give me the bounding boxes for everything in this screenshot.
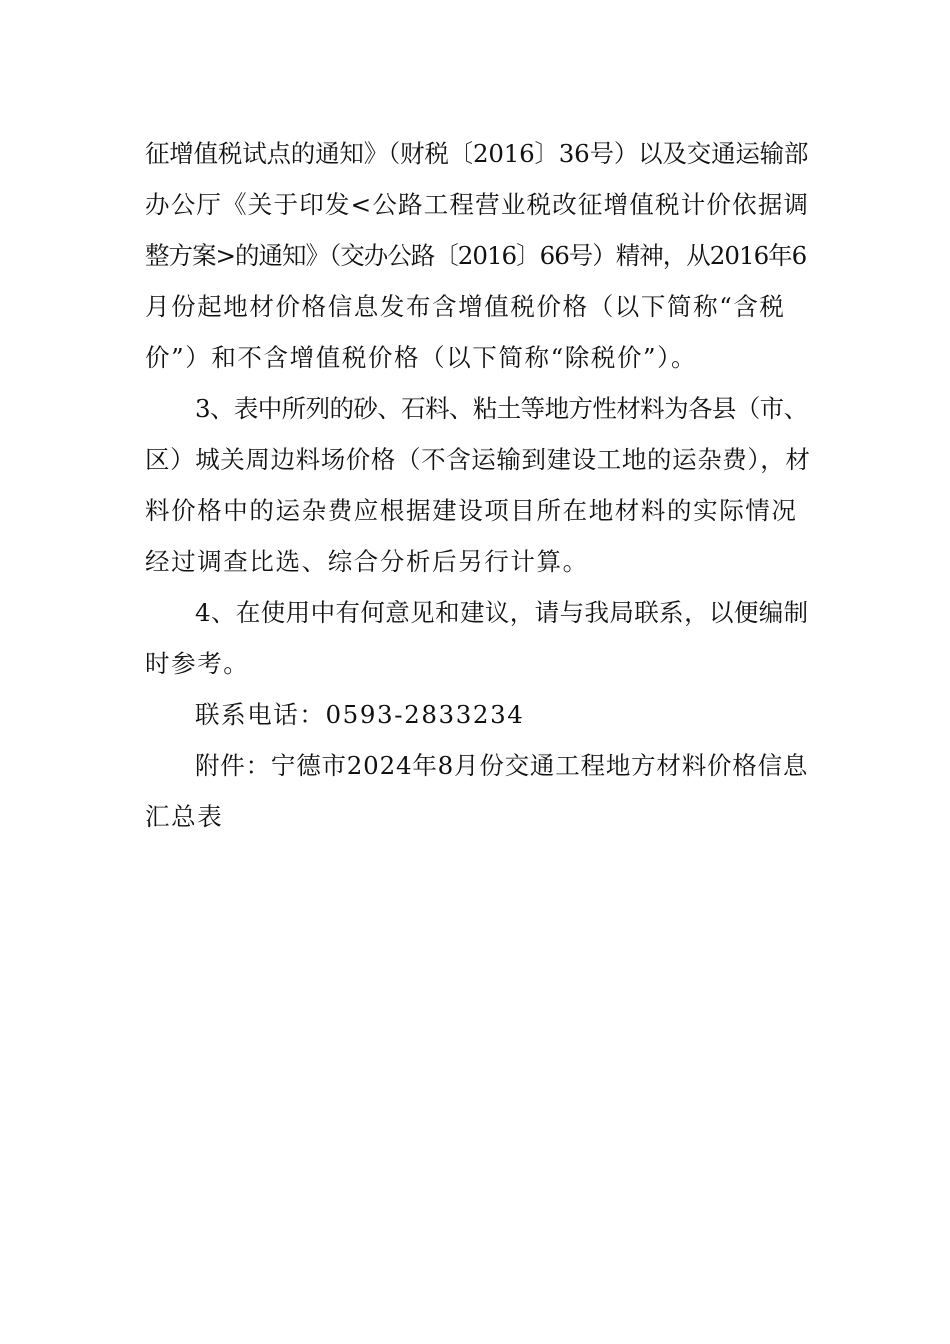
paragraph-line: 月份起地材价格信息发布含增值税价格（以下简称“含税: [145, 292, 786, 321]
item-3-line: 料价格中的运杂费应根据建设项目所在地材料的实际情况: [145, 496, 798, 525]
paragraph-line: 征增值税试点的通知》（财税〔2016〕36号）以及交通运输部: [145, 139, 809, 168]
attachment-line: 附件：宁德市2024年8月份交通工程地方材料价格信息: [195, 751, 809, 780]
attachment-line: 汇总表: [145, 802, 224, 831]
item-3-line: 经过调查比选、综合分析后另行计算。: [145, 547, 589, 576]
contact-phone: 联系电话：0593-2833234: [195, 700, 525, 729]
paragraph-line: 价”）和不含增值税价格（以下简称“除税价”）。: [145, 343, 698, 372]
item-4-line: 时参考。: [145, 649, 250, 678]
paragraph-line: 整方案>的通知》（交办公路〔2016〕66号）精神，从2016年6: [145, 241, 807, 270]
item-3-line: 3、表中所列的砂、石料、粘土等地方性材料为各县（市、: [195, 394, 808, 423]
document-body: [145, 128, 810, 842]
item-4-line: 4、在使用中有何意见和建议，请与我局联系，以便编制: [195, 598, 809, 627]
paragraph-line: 办公厅《关于印发<公路工程营业税改征增值税计价依据调: [145, 190, 810, 219]
item-3-line: 区）城关周边料场价格（不含运输到建设工地的运杂费），材: [145, 445, 811, 474]
